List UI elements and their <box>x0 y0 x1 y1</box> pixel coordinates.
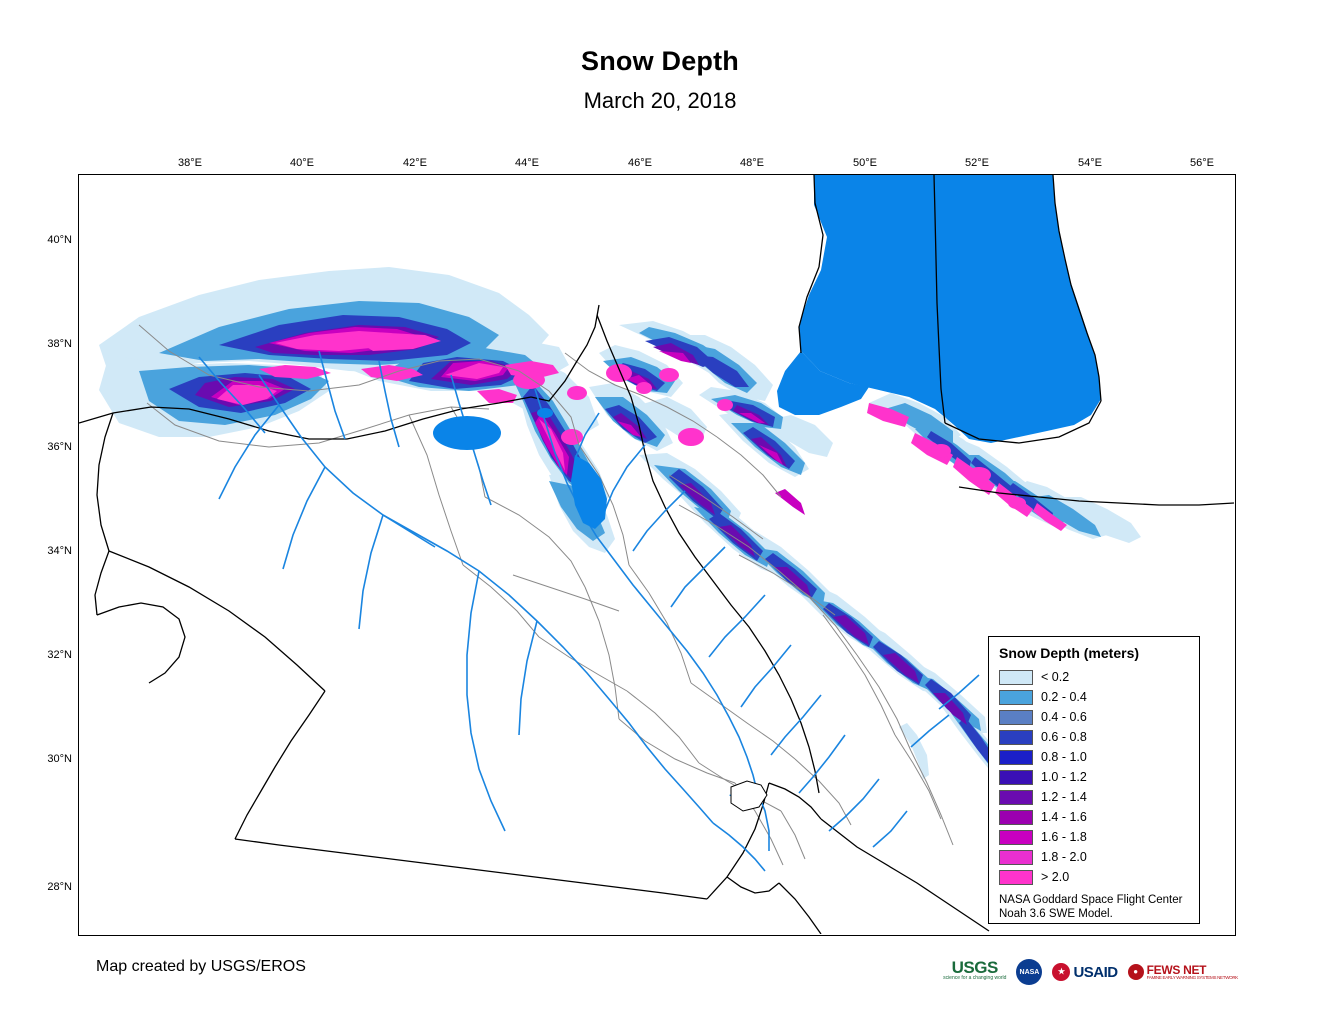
legend-swatch <box>999 770 1033 785</box>
legend-swatch <box>999 710 1033 725</box>
legend-label: 1.2 - 1.4 <box>1041 790 1087 804</box>
lat-label-32N: 32°N <box>47 649 72 661</box>
page-subtitle: March 20, 2018 <box>583 88 737 113</box>
legend-label: 0.6 - 0.8 <box>1041 730 1087 744</box>
fews-net-logo <box>1128 959 1238 985</box>
legend-label: 1.0 - 1.2 <box>1041 770 1087 784</box>
usgs-logo-text: USGS <box>951 958 998 977</box>
lake-van <box>433 416 501 450</box>
usgs-logo <box>943 959 1006 985</box>
fews-net-logo-title: FEWS NET <box>1146 962 1207 977</box>
lon-label-40E: 40°E <box>290 157 314 169</box>
legend-swatch <box>999 830 1033 845</box>
usaid-logo <box>1052 959 1117 985</box>
legend-item <box>999 727 1189 747</box>
legend-panel <box>988 636 1200 924</box>
nasa-logo-text: NASA <box>1019 968 1040 976</box>
usaid-logo-text: USAID <box>1073 963 1118 981</box>
legend-label: > 2.0 <box>1041 870 1070 884</box>
legend-swatch <box>999 850 1033 865</box>
lon-label-52E: 52°E <box>965 157 989 169</box>
lat-label-40N: 40°N <box>47 234 72 246</box>
lon-label-44E: 44°E <box>515 157 539 169</box>
map-credit: Map created by USGS/EROS <box>96 958 306 975</box>
usaid-logo-mark: ★ <box>1052 963 1070 981</box>
legend-item <box>999 867 1189 887</box>
lon-label-46E: 46°E <box>628 157 652 169</box>
legend-note-line2: Noah 3.6 SWE Model. <box>999 908 1113 921</box>
legend-swatch <box>999 750 1033 765</box>
logo-strip <box>943 958 1238 986</box>
legend-swatch <box>999 870 1033 885</box>
legend-label: 0.4 - 0.6 <box>1041 710 1087 724</box>
legend-label: 1.6 - 1.8 <box>1041 830 1087 844</box>
legend-swatch <box>999 670 1033 685</box>
legend-title: Snow Depth (meters) <box>999 645 1140 661</box>
legend-label: < 0.2 <box>1041 670 1070 684</box>
lon-label-50E: 50°E <box>853 157 877 169</box>
fews-net-logo-sub: FAMINE EARLY WARNING SYSTEMS NETWORK <box>1146 974 1238 980</box>
legend-label: 1.4 - 1.6 <box>1041 810 1087 824</box>
lat-label-34N: 34°N <box>47 545 72 557</box>
legend-label: 1.8 - 2.0 <box>1041 850 1087 864</box>
legend-swatch <box>999 730 1033 745</box>
lat-label-28N: 28°N <box>47 881 72 893</box>
legend-item <box>999 787 1189 807</box>
legend-note-line1: NASA Goddard Space Flight Center <box>999 894 1183 906</box>
legend-item <box>999 767 1189 787</box>
legend-item <box>999 827 1189 847</box>
legend-item <box>999 687 1189 707</box>
lon-label-48E: 48°E <box>740 157 764 169</box>
page-title: Snow Depth <box>581 46 739 76</box>
legend-item <box>999 667 1189 687</box>
gulf-detail <box>731 781 767 811</box>
legend-item <box>999 707 1189 727</box>
lat-label-36N: 36°N <box>47 441 72 453</box>
legend-item <box>999 847 1189 867</box>
lat-label-30N: 30°N <box>47 753 72 765</box>
fews-net-logo-mark: ● <box>1128 964 1144 980</box>
usgs-logo-sub: science for a changing world <box>943 975 1007 981</box>
fews-net-logo-text <box>1147 964 1238 981</box>
lon-label-38E: 38°E <box>178 157 202 169</box>
nasa-logo <box>1016 959 1042 985</box>
legend-swatch <box>999 810 1033 825</box>
legend-swatch <box>999 790 1033 805</box>
lon-label-56E: 56°E <box>1190 157 1214 169</box>
lon-label-42E: 42°E <box>403 157 427 169</box>
legend-source-note <box>999 893 1189 922</box>
lon-label-54E: 54°E <box>1078 157 1102 169</box>
legend-swatch <box>999 690 1033 705</box>
legend-item <box>999 807 1189 827</box>
legend-item <box>999 747 1189 767</box>
legend-label: 0.2 - 0.4 <box>1041 690 1087 704</box>
lat-label-38N: 38°N <box>47 338 72 350</box>
legend-label: 0.8 - 1.0 <box>1041 750 1087 764</box>
rivers <box>199 351 979 871</box>
